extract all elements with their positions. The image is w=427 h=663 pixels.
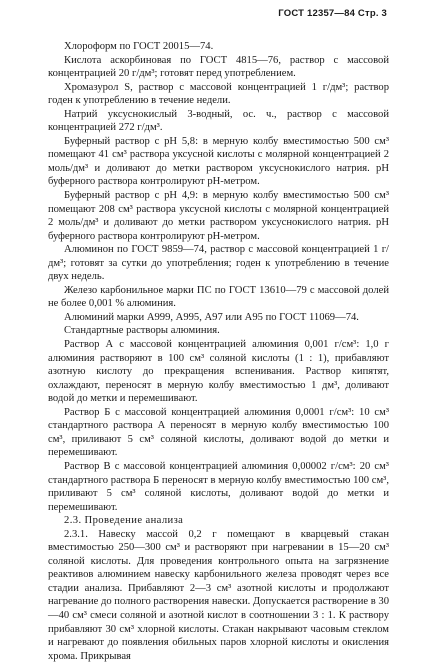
paragraph-2-3-1: 2.3.1. Навеску массой 0,2 г помещают в кварцевый стакан вместимостью 250—300 см³ и растворяют при нагревании в 15—20 см³ соляной кислоты. Для проведения контрольного опыта на загрязнение реактивов алюминием навеску карбонильного железа проводят через все стадии анализа. Прибавляют 2—3 см³ азотной кислоты и продолжают нагревание до полного растворения навески. Допускается растворение в 30—40 см³ смеси соляной и азотной кислот в соотношении 3 : 1. К раствору прибавляют 30 см³ хлорной кислоты. Стакан накрывают часовым стеклом и нагревают до появления обильных паров хлорной кислоты и окисления хрома. Прикрывая [48, 528, 389, 662]
paragraph-solution-b: Раствор Б с массовой концентрацией алюминия 0,0001 г/см³: 10 см³ стандартного раствора А переносят в мерную колбу вместимостью 100 см³, приливают 5 см³ соляной кислоты, доливают водой до метки и перемешивают. [48, 406, 389, 459]
paragraph-aluminium-grades: Алюминий марки А999, А995, А97 или А95 по ГОСТ 11069—74. [64, 311, 359, 323]
paragraph-carbonyl-iron: Железо карбонильное марки ПС по ГОСТ 13610—79 с массовой долей не более 0,001 % алюминия. [48, 284, 389, 310]
section-heading-analysis: 2.3. Проведение анализа [64, 515, 184, 527]
paragraph-standard-solutions: Стандартные растворы алюминия. [64, 325, 220, 337]
paragraph-solution-a: Раствор А с массовой концентрацией алюминия 0,001 г/см³: 1,0 г алюминия растворяют в 100 см³ соляной кислоты (1 : 1), прибавляют азотную кислоту до прекращения вспенивания. Раствор кипятят, охлаждают, переносят в мерную колбу вместимостью 1 дм³, доливают водой до метки и перемешивают. [48, 339, 389, 405]
paragraph-solution-v: Раствор В с массовой концентрацией алюминия 0,00002 г/см³: 20 см³ стандартного раствора Б переносят в мерную колбу вместимостью 100 см³, приливают 5 см³ соляной кислоты, доливают водой до метки и перемешивают. [48, 460, 389, 513]
document-body [48, 40, 389, 663]
paragraph-ascorbic-acid: Кислота аскорбиновая по ГОСТ 4815—76, раствор с массовой концентрацией 20 г/дм³; готовят перед употреблением. [48, 54, 389, 80]
paragraph-sodium-acetate: Натрий уксуснокислый 3-водный, ос. ч., раствор с массовой концентрацией 272 г/дм³. [48, 108, 389, 134]
paragraph-buffer-4-9: Буферный раствор с pH 4,9: в мерную колбу вместимостью 500 см³ помещают 208 см³ раствора уксусной кислоты с молярной концентрацией 2 моль/дм³ и доливают до метки раствором уксуснокислого натрия. pH буферного раствора контролируют pH-метром. [48, 190, 389, 242]
paragraph-chloroform: Хлороформ по ГОСТ 20015—74. [64, 41, 214, 52]
paragraph-aluminon: Алюминон по ГОСТ 9859—74, раствор с массовой концентрацией 1 г/дм³; готовят за сутки до употребления; годен к употреблению в течение двух недель. [48, 244, 389, 283]
page-header: ГОСТ 12357—84 Стр. 3 [278, 8, 387, 19]
paragraph-buffer-5-8: Буферный раствор с pH 5,8: в мерную колбу вместимостью 500 см³ помещают 41 см³ раствора уксусной кислоты с молярной концентрацией 2 моль/дм³ и доливают до метки раствором уксуснокислого натрия. pH буферного раствора контролируют pH-метром. [48, 135, 389, 188]
paragraph-chromazurol: Хромазурол S, раствор с массовой концентрацией 1 г/дм³; раствор годен к употреблению в течение недели. [48, 81, 389, 107]
